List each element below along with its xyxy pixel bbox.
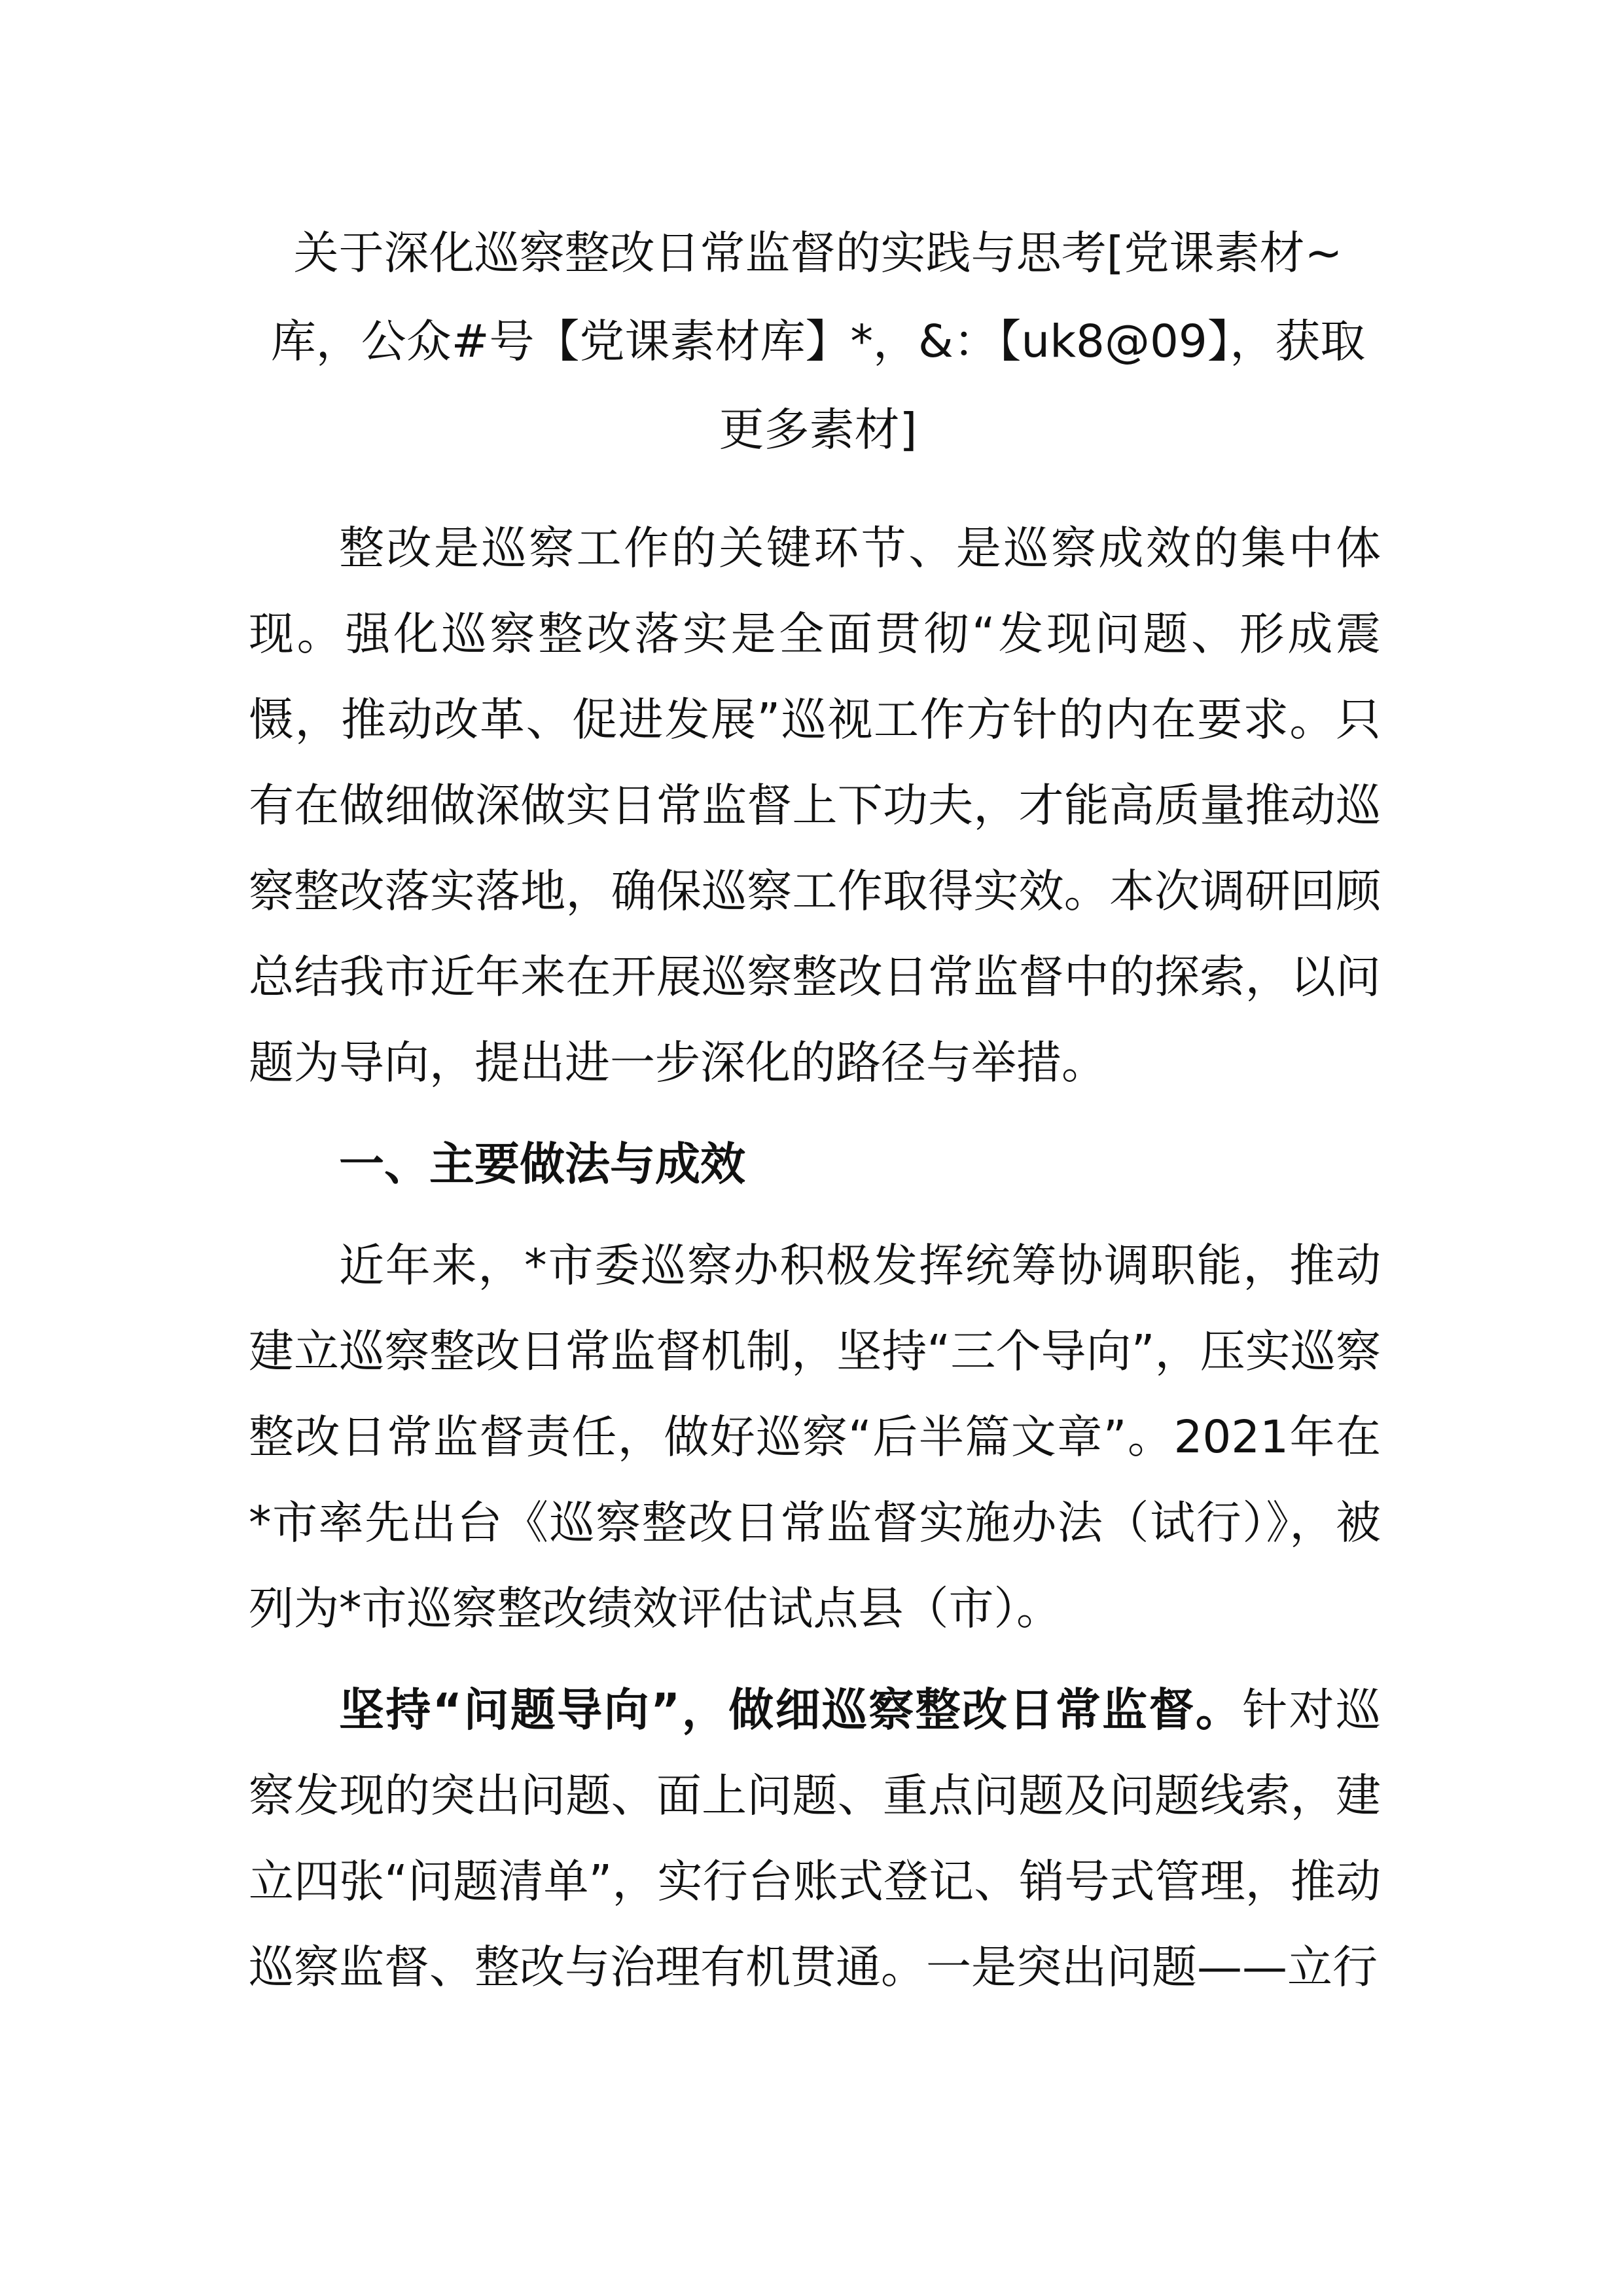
point-paragraph — [249, 1668, 1381, 2011]
point-lead-sentence: 坚持“问题导向”，做细巡察整改日常监督。 — [339, 1684, 1243, 1736]
point-body-text: 针对巡察发现的突出问题、面上问题、重点问题及问题线索，建立四张“问题清单”，实行台账式登记、销号式管理，推动巡察监督、整改与治理有机贯通。一是突出问题——立行 — [249, 1684, 1382, 1994]
section-heading: 一、主要做法与成效 — [339, 1138, 745, 1191]
document-body — [249, 506, 1381, 2011]
intro-paragraph: 整改是巡察工作的关键环节、是巡察成效的集中体现。强化巡察整改落实是全面贯彻“发现问题、形成震慑，推动改革、促进发展”巡视工作方针的内在要求。只有在做细做深做实日常监督上下功夫，才能高质量推动巡察整改落实落地，确保巡察工作取得实效。本次调研回顾总结我市近年来在开展巡察整改日常监督中的探索，以问题为导向，提出进一步深化的路径与举措。 — [249, 522, 1381, 1089]
document-title: 关于深化巡察整改日常监督的实践与思考[党课素材~库，公众#号【党课素材库】*，&：【uk8@09】，获取更多素材] — [270, 227, 1366, 456]
section-body-paragraph: 近年来，*市委巡察办积极发挥统筹协调职能，推动建立巡察整改日常监督机制，坚持“三个导向”，压实巡察整改日常监督责任，做好巡察“后半篇文章”。2021年在*市率先出台《巡察整改日常监督实施办法（试行）》，被列为*市巡察整改绩效评估试点县（市）。 — [249, 1240, 1381, 1635]
